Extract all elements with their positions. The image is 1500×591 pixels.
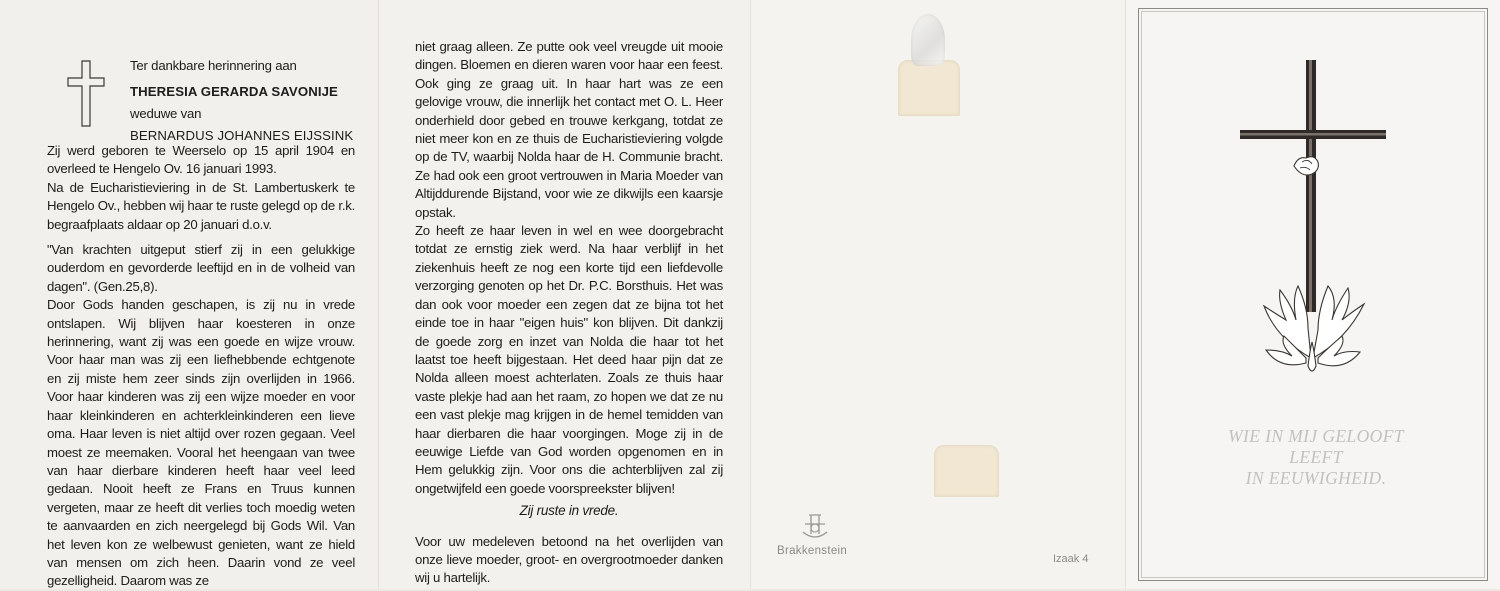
tape-residue-bottom	[934, 445, 999, 497]
funeral-paragraph: Na de Eucharistieviering in de St. Lambertuskerk te Hengelo Ov., hebben wij haar te ruste gelegd op de r.k. begraafplaats aldaar op 20 januari d.o.v.	[47, 179, 355, 232]
motto-line-1: WIE IN MIJ GELOOFT	[1228, 426, 1404, 446]
cross-with-palm-icon	[1236, 58, 1390, 378]
tape-strip-top	[911, 14, 945, 66]
motto-line-3: IN EEUWIGHEID.	[1245, 468, 1387, 488]
birth-death-paragraph: Zij werd geboren te Weerselo op 15 april 1904 en overleed te Hengelo Ov. 16 januari 1993.	[47, 143, 355, 177]
card-code: Izaak 4	[1053, 553, 1089, 565]
publisher-name: Brakkenstein	[777, 545, 848, 557]
life-paragraph: Door Gods handen geschapen, is zij nu in vrede ontslapen. Wij blijven haar koesteren in onze herinnering, want zij was een goede en wijze vrouw. Voor haar man was zij een liefhebbende echtgenote en zij miste hem zeer sinds zijn overlijden in 1966. Voor haar kinderen was zij een wijze moeder en voor haar kleinkinderen en achterkleinkinderen een lieve oma. Haar leven is niet altijd over rozen gegaan. Veel moest ze meemaken. Vooral het heengaan van twee van haar dierbare kinderen heeft haar veel leed gedaan. Nooit heeft ze Frans en Truus kunnen vergeten, maar ze heeft dit verlies toch moedig weten te aanvaarden en zich neergelegd bij Gods Wil. Van het leven kon ze welbewust genieten, want ze hield van mensen om zich heen. Daarin vond ze veel gezelligheid. Daarom was ze	[47, 297, 355, 589]
dedication-line: Ter dankbare herinnering aan	[130, 58, 297, 73]
card-panel-text-left	[0, 0, 378, 589]
rest-in-peace: Zij ruste in vrede.	[519, 503, 619, 519]
card-panel-text-right	[378, 0, 750, 589]
card-panel-back	[750, 0, 1125, 589]
memorial-header	[130, 57, 370, 149]
front-motto	[1176, 426, 1456, 489]
widow-of-line: weduwe van	[130, 106, 202, 121]
illness-paragraph: Zo heeft ze haar leven in wel en wee doorgebracht totdat ze ernstig ziek werd. Na haar verblijf in het ziekenhuis heeft ze nog een korte tijd een liefdevolle verzorging genoten op het Dr. P.C. Borsthuis. Het was dan ook voor moeder een zegen dat ze bijna tot het einde toe in haar "eigen huis" kon blijven. Dit dankzij de goede zorg en inzet van Nolda die haar tot het laatst toe heeft bijgestaan. Het deed haar pijn dat ze Nolda alleen moest achterlaten. Zoals ze thuis haar vaste plekje had aan het raam, zo hopen we dat ze nu een vast plekje mag krijgen in de hemel temidden van haar dierbaren die haar voorgingen. Moge zij in de eeuwige Liefde van God worden opgenomen en in Hem gelukkig zijn. Voor ons die achterblijven zal zij ongetwijfeld een goede voorspreekster blijven!	[415, 223, 723, 496]
deceased-name: THERESIA GERARDA SAVONIJE	[130, 84, 338, 99]
husband-name: BERNARDUS JOHANNES EIJSSINK	[130, 128, 354, 143]
card-panel-front	[1125, 0, 1500, 589]
faith-paragraph: niet graag alleen. Ze putte ook veel vreugde uit mooie dingen. Bloemen en dieren waren voor haar een feest. Ook ging ze graag uit. In haar hart was ze een gelovige vrouw, die innerlijk het contact met O. L. Heer onderhield door gebed en trouwe kerkgang, totdat ze niet meer kon en ze thuis de Eucharistieviering volgde op de TV, waarbij Nolda haar de H. Communie bracht. Ze had ook een groot vertrouwen in Maria Moeder van Altijddurende Bijstand, voor wie ze dikwijls een kaarsje opstak.	[415, 39, 723, 220]
motto-line-2: LEEFT	[1289, 447, 1343, 467]
cross-icon	[66, 60, 106, 128]
thanks-paragraph: Voor uw medeleven betoond na het overlijden van onze lieve moeder, groot- en overgrootmoeder danken wij u hartelijk.	[415, 533, 723, 586]
memorial-text-left	[47, 142, 355, 591]
publisher-logo-icon	[799, 512, 831, 542]
memorial-text-right	[415, 38, 723, 588]
tape-residue-top	[898, 60, 960, 116]
bible-quote-paragraph: "Van krachten uitgeput stierf zij in een gelukkige ouderdom en gevorderde leeftijd en in de volheid van dagen". (Gen.25,8).	[47, 242, 355, 294]
